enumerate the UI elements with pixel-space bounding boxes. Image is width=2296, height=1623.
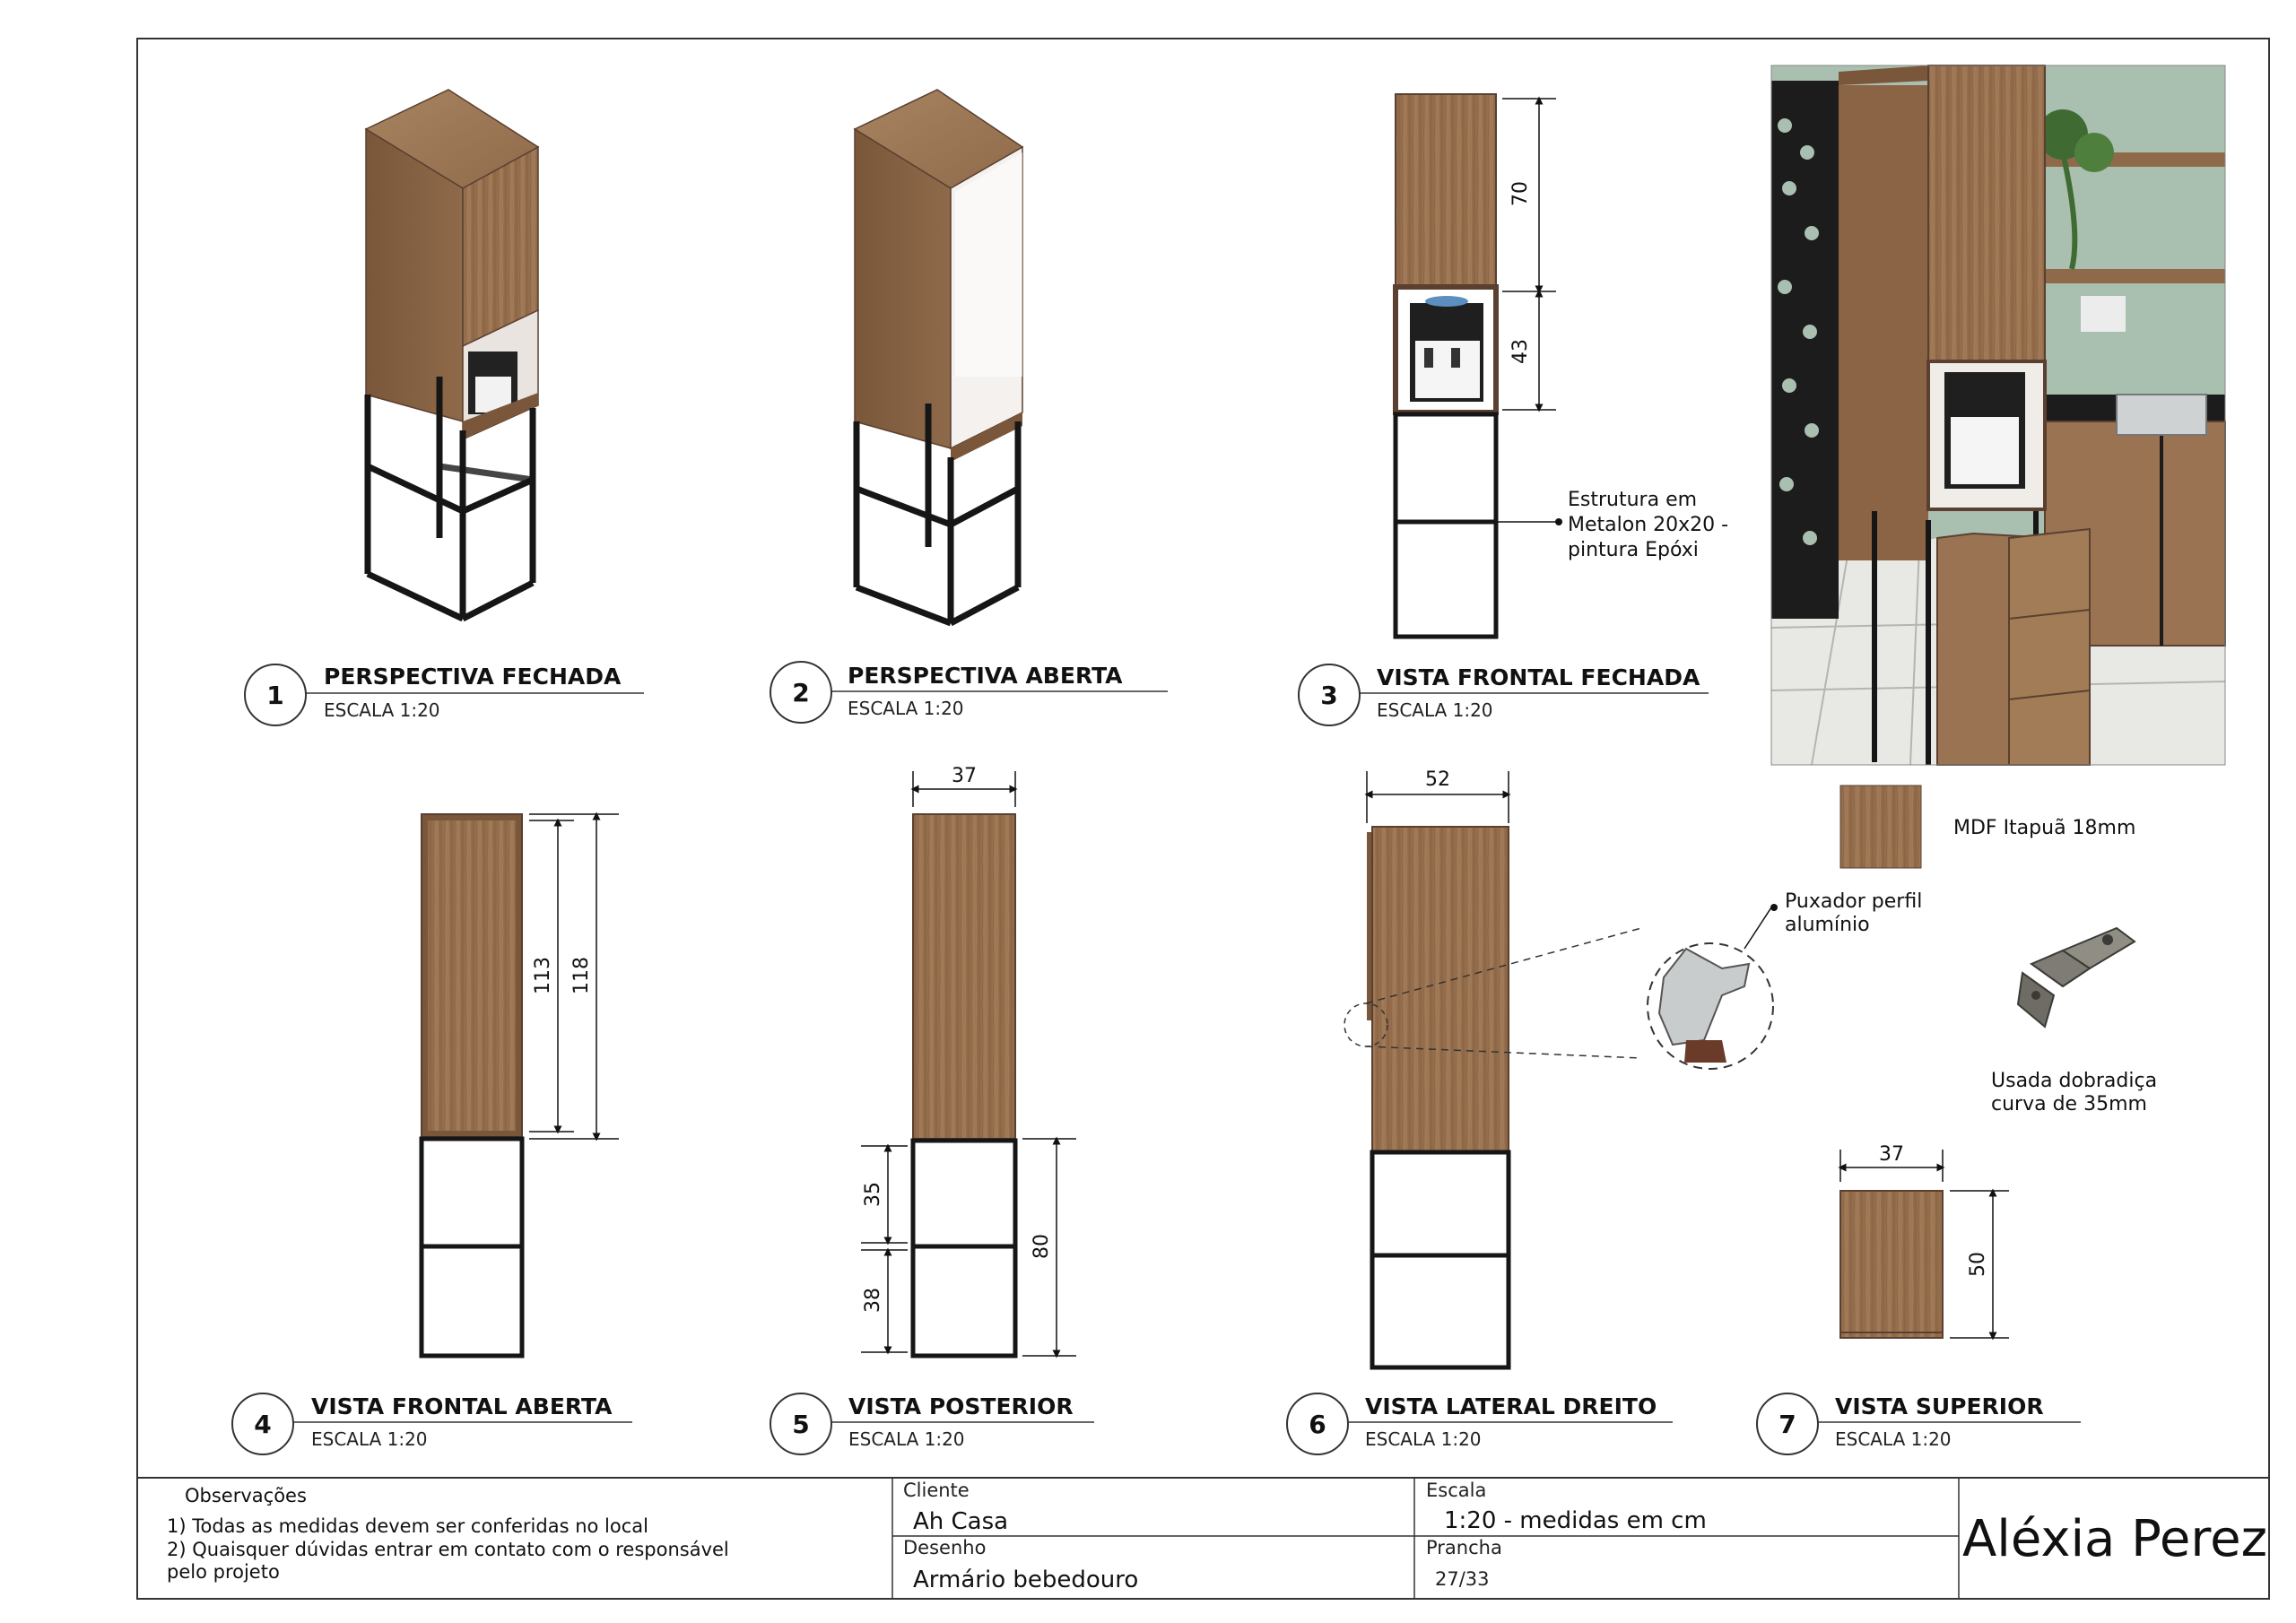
dim-v5-upper: 35 <box>862 1182 884 1207</box>
view-2-scale: ESCALA 1:20 <box>848 698 964 719</box>
view-6-number: 6 <box>1309 1410 1326 1439</box>
note-handle-line1: Puxador perfil <box>1785 890 1923 913</box>
obs-line-3: pelo projeto <box>167 1561 280 1583</box>
view-1-number: 1 <box>266 681 284 710</box>
view-7-number: 7 <box>1779 1410 1796 1439</box>
view-3-number: 3 <box>1320 681 1338 710</box>
view-3-title: VISTA FRONTAL FECHADA <box>1377 664 1700 690</box>
scale-value: 1:20 - medidas em cm <box>1444 1507 1707 1534</box>
render-photo <box>1771 65 2225 765</box>
drawing-value: Armário bebedouro <box>913 1567 1139 1593</box>
view-2-caption <box>770 662 1168 723</box>
view-4-drawing <box>422 814 522 1356</box>
view-3-scale: ESCALA 1:20 <box>1377 699 1493 721</box>
dim-v5-lower: 38 <box>862 1288 884 1313</box>
view-1-title: PERSPECTIVA FECHADA <box>324 664 622 690</box>
view-6-title: VISTA LATERAL DREITO <box>1365 1393 1657 1419</box>
view-4-caption <box>232 1393 632 1454</box>
note-hinge-line1: Usada dobradiça <box>1991 1070 2158 1092</box>
dim-v3-top: 70 <box>1509 181 1532 206</box>
view-6-drawing <box>1367 827 1509 1367</box>
view-5-number: 5 <box>792 1410 810 1439</box>
material-swatch <box>1840 785 1921 868</box>
view-6-caption <box>1287 1393 1673 1454</box>
dim-v4-inner: 113 <box>532 957 554 994</box>
view-2-number: 2 <box>792 678 810 707</box>
dim-v3-mid: 43 <box>1509 339 1532 364</box>
obs-line-1: 1) Todas as medidas devem ser conferidas no local <box>167 1515 648 1537</box>
note-structure-line2: Metalon 20x20 - <box>1568 514 1729 536</box>
view-7-drawing <box>1840 1191 1943 1338</box>
dim-v5-width: 37 <box>952 765 977 787</box>
view-3-drawing <box>1396 94 1496 637</box>
view-5-scale: ESCALA 1:20 <box>848 1428 965 1450</box>
view-1-drawing <box>366 90 538 619</box>
note-structure-line1: Estrutura em <box>1568 489 1698 511</box>
note-hinge-line2: curva de 35mm <box>1991 1093 2147 1115</box>
view-5-caption <box>770 1393 1094 1454</box>
scale-label: Escala <box>1426 1480 1487 1501</box>
view-2-title: PERSPECTIVA ABERTA <box>848 663 1123 689</box>
view-1-caption <box>245 664 644 725</box>
obs-line-2: 2) Quaisquer dúvidas entrar em contato com o responsável <box>167 1539 729 1560</box>
note-material: MDF Itapuã 18mm <box>1953 817 2136 839</box>
dim-v7-width: 37 <box>1879 1143 1904 1166</box>
view-2-drawing <box>855 90 1022 623</box>
view-5-drawing <box>913 814 1015 1356</box>
dim-v4-outer: 118 <box>570 957 593 994</box>
view-7-caption <box>1757 1393 2081 1454</box>
obs-label: Observações <box>185 1485 307 1506</box>
view-7-title: VISTA SUPERIOR <box>1835 1393 2044 1419</box>
view-1-scale: ESCALA 1:20 <box>324 699 440 721</box>
view-4-title: VISTA FRONTAL ABERTA <box>311 1393 613 1419</box>
view-3-caption <box>1299 664 1709 725</box>
dim-v5-base: 80 <box>1031 1234 1053 1259</box>
view-4-number: 4 <box>254 1410 272 1439</box>
dim-v6-depth: 52 <box>1425 768 1450 791</box>
author-name: Aléxia Perez <box>1961 1510 2268 1568</box>
view-4-scale: ESCALA 1:20 <box>311 1428 428 1450</box>
sheet-label: Prancha <box>1426 1537 1502 1558</box>
drawing-label: Desenho <box>903 1537 987 1558</box>
view-7-scale: ESCALA 1:20 <box>1835 1428 1952 1450</box>
note-structure-line3: pintura Epóxi <box>1568 539 1699 561</box>
client-label: Cliente <box>903 1480 970 1501</box>
sheet-value: 27/33 <box>1435 1568 1490 1590</box>
view-6-scale: ESCALA 1:20 <box>1365 1428 1482 1450</box>
hinge-icon <box>2018 928 2135 1027</box>
note-handle-line2: alumínio <box>1785 914 1870 936</box>
structure-callout <box>1496 489 1728 561</box>
client-value: Ah Casa <box>913 1508 1009 1535</box>
view-5-title: VISTA POSTERIOR <box>848 1393 1074 1419</box>
dim-v7-depth: 50 <box>1967 1252 1989 1277</box>
